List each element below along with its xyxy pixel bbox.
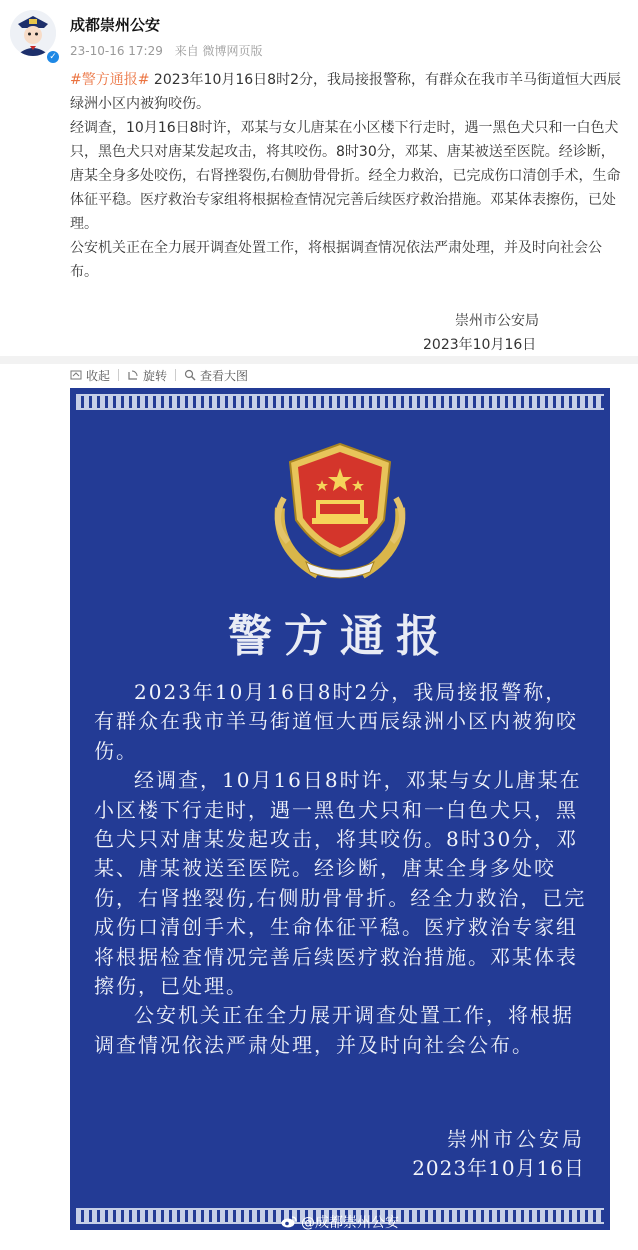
notice-title: 警方通报 <box>228 611 452 662</box>
notice-date: 2023年10月16日 <box>412 1156 585 1180</box>
notice-paragraph-3: 公安机关正在全力展开调查处置工作，将根据调查情况依法严肃处理，并及时向社会公布。 <box>94 1003 574 1057</box>
post-paragraph-3: 公安机关正在全力展开调查处置工作，将根据调查情况依法严肃处理，并及时向社会公布。 <box>70 240 602 280</box>
account-name[interactable]: 成都崇州公安 <box>70 16 161 34</box>
notice-paragraph-2: 经调查，10月16日8时许，邓某与女儿唐某在小区楼下行走时，遇一黑色犬只和一白色犬只，黑色犬只对唐某发起攻击，将其咬伤。8时30分，邓某、唐某被送至医院。经诊断，唐某全身多处咬伤，右肾挫裂伤,右侧肋骨骨折。经全力救治，已完成伤口清创手术，生命体征平稳。医疗救治专家组将根据检查情况完善后续医疗救治措施。邓某体表擦伤，已处理。 <box>94 768 587 999</box>
rotate-label: 旋转 <box>143 368 168 383</box>
decorative-border-top <box>76 394 604 410</box>
watermark-text: @成都崇州公安 <box>301 1215 399 1230</box>
image-toolbar <box>70 366 248 384</box>
post-timestamp[interactable]: 23-10-16 17:29 <box>70 44 163 58</box>
post-signature-date: 2023年10月16日 <box>423 337 537 353</box>
verified-badge <box>46 50 60 64</box>
verified-badge-icon: ✓ <box>47 51 59 63</box>
post-signature-org: 崇州市公安局 <box>455 313 539 329</box>
view-large-label: 查看大图 <box>200 368 249 383</box>
rotate-icon <box>127 369 139 381</box>
post-paragraph-2: 经调查，10月16日8时许，邓某与女儿唐某在小区楼下行走时，遇一黑色犬只和一白色犬只，黑色犬只对唐某发起攻击，将其咬伤。8时30分，邓某、唐某被送至医院。经诊断，唐某全身多处咬伤，右肾挫裂伤,右侧肋骨骨折。经全力救治，已完成伤口清创手术，生命体征平稳。医疗救治专家组将根据检查情况完善后续医疗救治措施。邓某体表擦伤，已处理。 <box>70 120 621 232</box>
collapse-button[interactable] <box>70 367 110 384</box>
police-avatar-icon <box>10 10 56 56</box>
collapse-icon <box>70 369 82 381</box>
post-paragraph-1-text: 2023年10月16日8时2分，我局接报警称，有群众在我市羊马街道恒大西辰绿洲小区内被狗咬伤。 <box>70 72 621 112</box>
toolbar-separator <box>175 369 176 381</box>
weibo-watermark <box>70 1212 610 1230</box>
notice-paragraph-1: 2023年10月16日8时2分，我局接报警称，有群众在我市羊马街道恒大西辰绿洲小区内被狗咬伤。 <box>94 680 578 763</box>
divider <box>0 356 638 364</box>
notice-org: 崇州市公安局 <box>447 1127 585 1151</box>
magnify-icon <box>184 369 196 381</box>
notice-body <box>94 678 589 1060</box>
view-large-button[interactable] <box>184 367 248 384</box>
post-text <box>70 68 622 284</box>
post-source: 来自 微博网页版 <box>174 44 263 58</box>
police-emblem-icon <box>266 438 414 584</box>
collapse-label: 收起 <box>86 368 111 383</box>
avatar[interactable] <box>10 10 56 56</box>
weibo-logo-icon <box>281 1216 297 1228</box>
post-meta <box>70 42 263 59</box>
notice-image[interactable] <box>70 388 610 1230</box>
hashtag-link[interactable]: #警方通报# <box>70 72 150 88</box>
post-paragraph-1 <box>70 68 622 116</box>
toolbar-separator <box>118 369 119 381</box>
rotate-button[interactable] <box>127 367 167 384</box>
